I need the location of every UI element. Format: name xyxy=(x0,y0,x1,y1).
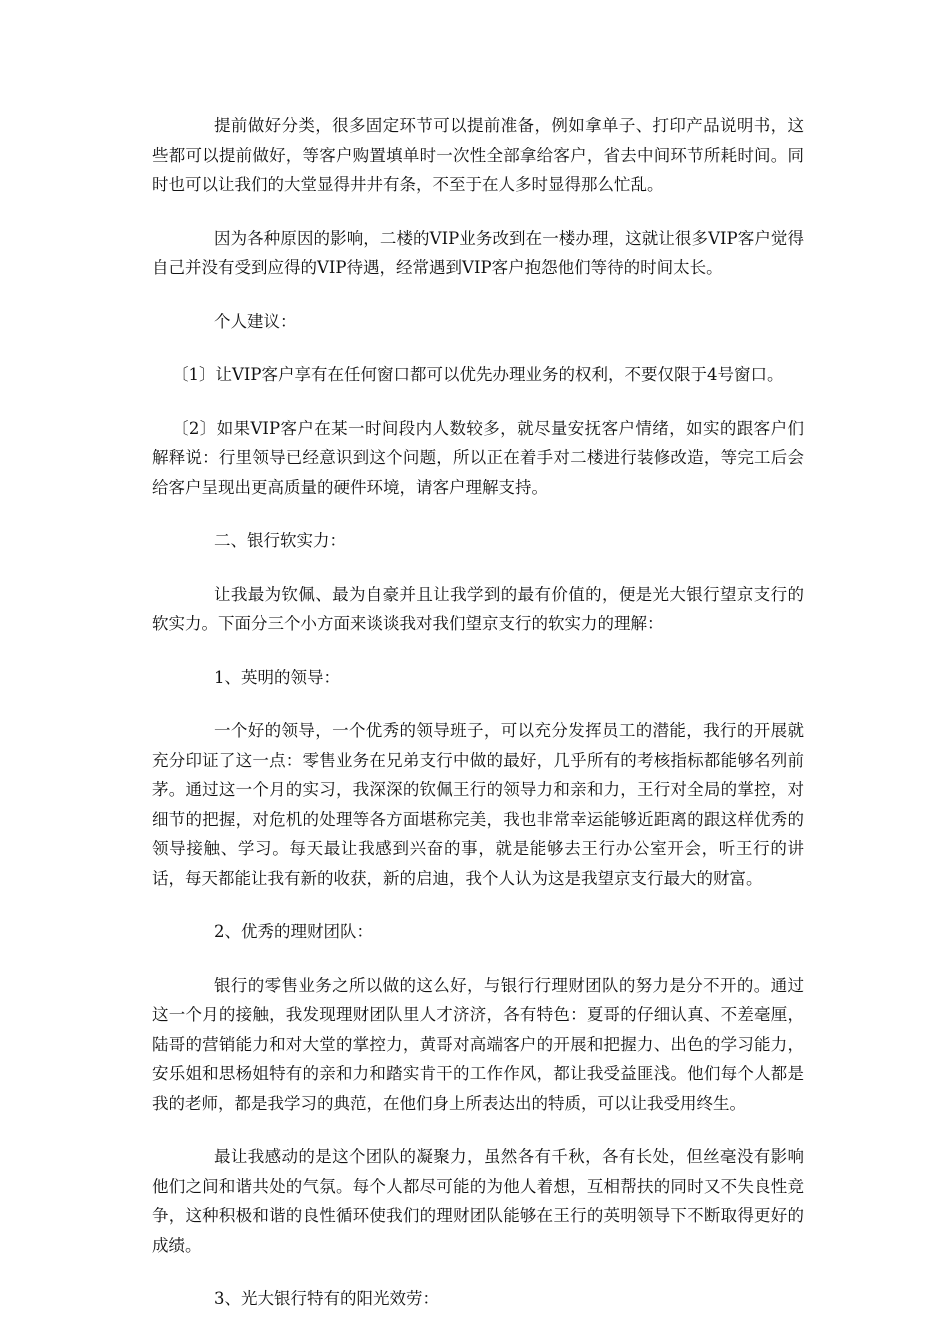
heading-wise-leadership: 1、英明的领导： xyxy=(214,667,340,687)
paragraph-team-cohesion: 最让我感动的是这个团队的凝聚力，虽然各有千秋，各有长处，但丝毫没有影响他们之间和谐共处的气氛。每个人都尽可能的为他人着想，互相帮扶的同时又不失良性竞争，这种积极和谐的良性循环使我们的理财团队能够在王行的英明领导下不断取得更好的成绩。 xyxy=(152,1147,804,1255)
suggestion-item-1: 〔1〕让VIP客户享有在任何窗口都可以优先办理业务的权利，不要仅限于4号窗口。 xyxy=(172,365,784,384)
document-body xyxy=(152,111,804,1338)
heading-financial-team: 2、优秀的理财团队： xyxy=(214,922,373,941)
paragraph-soft-power-intro: 让我最为钦佩、最为自豪并且让我学到的最有价值的，便是光大银行望京支行的软实力。下面分三个小方面来谈谈我对我们望京支行的软实力的理解： xyxy=(152,584,804,633)
paragraph-categorize-preparation: 提前做好分类，很多固定环节可以提前准备，例如拿单子、打印产品说明书，这些都可以提前做好，等客户购置填单时一次性全部拿给客户，省去中间环节所耗时间。同时也可以让我们的大堂显得井井有条，不至于在人多时显得那么忙乱。 xyxy=(152,116,804,194)
suggestion-item-2: 〔2〕如果VIP客户在某一时间段内人数较多，就尽量安抚客户情绪，如实的跟客户们解释说：行里领导已经意识到这个问题，所以正在着手对二楼进行装修改造，等完工后会给客户呈现出更高质量的硬件环境，请客户理解支持。 xyxy=(152,418,804,497)
heading-bank-soft-power: 二、银行软实力： xyxy=(214,531,346,550)
paragraph-vip-issue: 因为各种原因的影响，二楼的VIP业务改到在一楼办理，这就让很多VIP客户觉得自己并没有受到应得的VIP待遇，经常遇到VIP客户抱怨他们等待的时间太长。 xyxy=(152,228,804,277)
heading-personal-suggestions: 个人建议： xyxy=(214,311,297,331)
heading-sunshine-service: 3、光大银行特有的阳光效劳： xyxy=(214,1289,439,1308)
paragraph-leadership: 一个好的领导，一个优秀的领导班子，可以充分发挥员工的潜能，我行的开展就充分印证了这一点：零售业务在兄弟支行中做的最好，几乎所有的考核指标都能够名列前茅。通过这一个月的实习，我深深的钦佩王行的领导力和亲和力，王行对全局的掌控，对细节的把握，对危机的处理等各方面堪称完美，我也非常幸运能够近距离的跟这样优秀的领导接触、学习。每天最让我感到兴奋的事，就是能够去王行办公室开会，听王行的讲话，每天都能让我有新的收获，新的启迪，我个人认为这是我望京支行最大的财富。 xyxy=(152,721,804,888)
paragraph-financial-team: 银行的零售业务之所以做的这么好，与银行行理财团队的努力是分不开的。通过这一个月的接触，我发现理财团队里人才济济，各有特色：夏哥的仔细认真、不差毫厘，陆哥的营销能力和对大堂的掌控力，黄哥对高端客户的开展和把握力、出色的学习能力，安乐姐和思杨姐特有的亲和力和踏实肯干的工作作风，都让我受益匪浅。他们每个人都是我的老师，都是我学习的典范，在他们身上所表达出的特质，可以让我受用终生。 xyxy=(152,975,804,1113)
